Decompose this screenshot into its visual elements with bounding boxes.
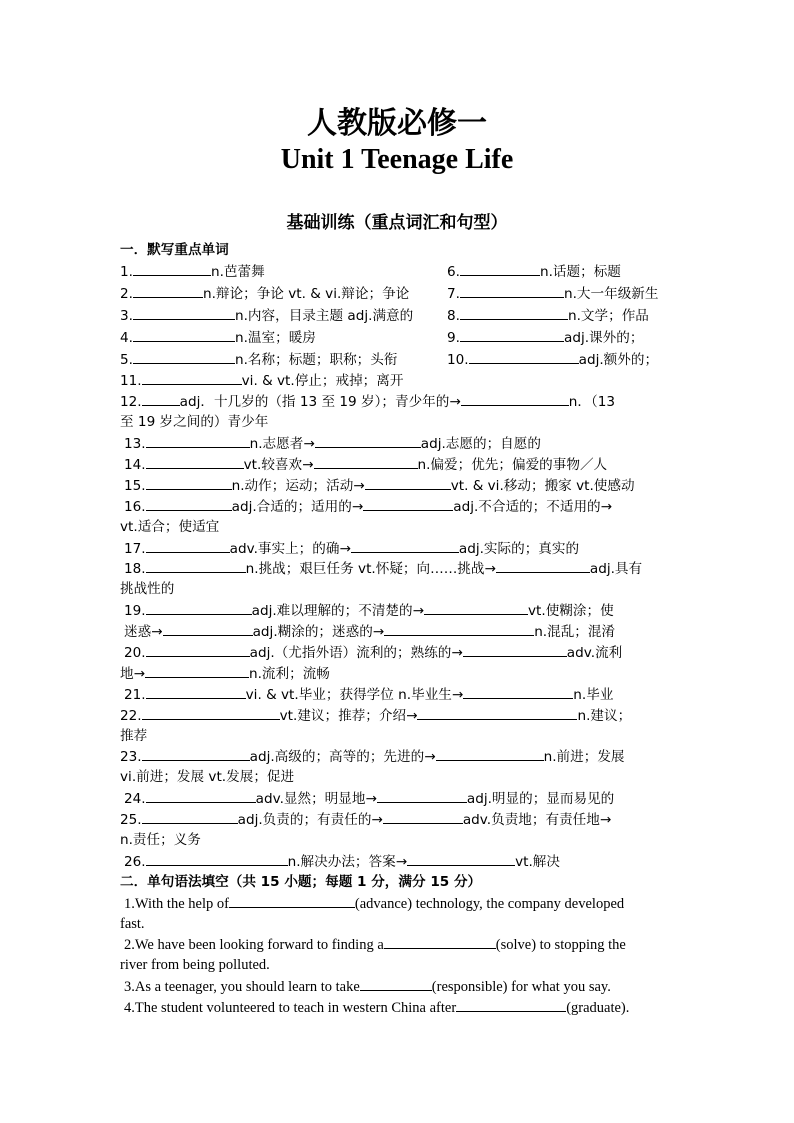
blank[interactable]	[142, 746, 250, 761]
blank[interactable]	[146, 433, 250, 448]
blank[interactable]	[146, 538, 230, 553]
blank[interactable]	[133, 305, 235, 320]
blank[interactable]	[145, 663, 249, 678]
blank[interactable]	[146, 496, 232, 511]
section1-title: 一．默写重点单词	[120, 242, 229, 258]
blank[interactable]	[456, 997, 566, 1012]
vocab-row: 4. n.温室；暖房 9. adj.课外的；	[120, 327, 675, 349]
vocab-item: 23. adj.高级的；高等的；先进的→ n.前进；发展	[120, 746, 675, 767]
grammar-item-cont: river from being polluted.	[120, 957, 270, 974]
grammar-item: 3.As a teenager, you should learn to take (responsible) for what you say.	[120, 976, 675, 997]
section-heading: 基础训练（重点词汇和句型）	[286, 213, 508, 233]
grammar-item: 4.The student volunteered to teach in western China after (graduate).	[120, 997, 675, 1018]
vocab-item: 20. adj.（尤指外语）流利的；熟练的→ adv.流利	[120, 642, 675, 663]
blank[interactable]	[142, 705, 280, 720]
vocab-item: 16. adj.合适的；适用的→ adj.不合适的；不适用的→	[120, 496, 675, 517]
vocab-item: 21. vi. & vt.毕业；获得学位 n.毕业生→ n.毕业	[120, 684, 675, 705]
vocab-item: 14. vt.较喜欢→ n.偏爱；优先；偏爱的事物／人	[120, 454, 675, 475]
blank[interactable]	[133, 283, 203, 298]
blank[interactable]	[146, 851, 288, 866]
blank[interactable]	[133, 327, 235, 342]
vocab-item-cont: 迷惑→ adj.糊涂的；迷惑的→ n.混乱；混淆	[120, 621, 675, 642]
blank[interactable]	[360, 976, 432, 991]
blank[interactable]	[460, 305, 568, 320]
vocab-item: 19. adj.难以理解的；不清楚的→ vt.使糊涂；使	[120, 600, 675, 621]
blank[interactable]	[146, 558, 246, 573]
blank[interactable]	[436, 746, 544, 761]
blank[interactable]	[463, 684, 573, 699]
blank[interactable]	[407, 851, 515, 866]
vocab-item: 15. n.动作；运动；活动→ vt. & vi.移动；搬家 vt.使感动	[120, 475, 675, 496]
vocab-item-cont: 挑战性的	[120, 581, 175, 598]
blank[interactable]	[460, 261, 540, 276]
vocab-item: 11. vi. & vt.停止；戒掉；离开	[120, 370, 675, 391]
blank[interactable]	[146, 475, 232, 490]
vocab-item-cont: vt.适合；使适宜	[120, 518, 220, 535]
vocab-item: 26. n.解决办法；答案→ vt.解决	[120, 851, 675, 872]
vocab-row: 3. n.内容，目录主题 adj.满意的 8. n.文学；作品	[120, 305, 675, 327]
blank[interactable]	[146, 788, 256, 803]
blank[interactable]	[229, 893, 355, 908]
vocab-item: 13. n.志愿者→ adj.志愿的；自愿的	[120, 433, 675, 454]
vocab-item: 17. adv.事实上；的确→ adj.实际的；真实的	[120, 538, 675, 559]
blank[interactable]	[377, 788, 467, 803]
vocab-item: 18. n.挑战；艰巨任务 vt.怀疑；向……挑战→ adj.具有	[120, 558, 675, 579]
vocab-item: 24. adv.显然；明显地→ adj.明显的；显而易见的	[120, 788, 675, 809]
vocab-item: 22. vt.建议；推荐；介绍→ n.建议；	[120, 705, 675, 726]
blank[interactable]	[365, 475, 451, 490]
vocab-row: 5. n.名称；标题；职称；头衔 10. adj.额外的；	[120, 349, 675, 371]
blank[interactable]	[460, 327, 564, 342]
blank[interactable]	[384, 934, 496, 949]
blank[interactable]	[133, 261, 211, 276]
blank[interactable]	[133, 349, 235, 364]
page-title: 人教版必修一	[307, 106, 487, 141]
blank[interactable]	[146, 600, 252, 615]
blank[interactable]	[142, 391, 180, 406]
exercise-body	[120, 240, 675, 1018]
section2-title: 二．单句语法填空（共 15 小题；每题 1 分，满分 15 分）	[120, 873, 482, 890]
blank[interactable]	[363, 496, 453, 511]
blank[interactable]	[383, 809, 463, 824]
vocab-item: 25. adj.负责的；有责任的→ adv.负责地；有责任地→	[120, 809, 675, 830]
vocab-item-cont: 推荐	[120, 727, 148, 744]
blank[interactable]	[351, 538, 459, 553]
blank[interactable]	[142, 809, 238, 824]
vocab-item: 12. adj．十几岁的（指 13 至 19 岁）；青少年的→ n．（13	[120, 391, 675, 412]
blank[interactable]	[315, 433, 421, 448]
blank[interactable]	[460, 283, 564, 298]
blank[interactable]	[461, 391, 569, 406]
blank[interactable]	[146, 454, 244, 469]
grammar-item-cont: fast.	[120, 915, 145, 932]
vocab-item-cont: n.责任；义务	[120, 832, 201, 849]
grammar-item: 1.With the help of (advance) technology, the company developed	[120, 893, 675, 914]
unit-title: Unit 1 Teenage Life	[280, 144, 514, 175]
blank[interactable]	[469, 349, 579, 364]
vocab-item-cont: 地→ n.流利；流畅	[120, 663, 675, 684]
blank[interactable]	[463, 642, 567, 657]
blank[interactable]	[384, 621, 534, 636]
blank[interactable]	[314, 454, 418, 469]
blank[interactable]	[417, 705, 577, 720]
blank[interactable]	[146, 642, 250, 657]
vocab-row: 1. n.芭蕾舞 6. n.话题；标题	[120, 261, 675, 283]
vocab-item-cont: vi.前进；发展 vt.发展；促进	[120, 769, 295, 786]
blank[interactable]	[424, 600, 528, 615]
blank[interactable]	[496, 558, 590, 573]
blank[interactable]	[142, 370, 242, 385]
vocab-item-cont: 至 19 岁之间的）青少年	[120, 414, 269, 431]
blank[interactable]	[146, 684, 246, 699]
blank[interactable]	[163, 621, 253, 636]
grammar-item: 2.We have been looking forward to finding a (solve) to stopping the	[120, 934, 675, 955]
vocab-row: 2. n.辩论；争论 vt. & vi.辩论；争论 7. n.大一年级新生	[120, 283, 675, 305]
